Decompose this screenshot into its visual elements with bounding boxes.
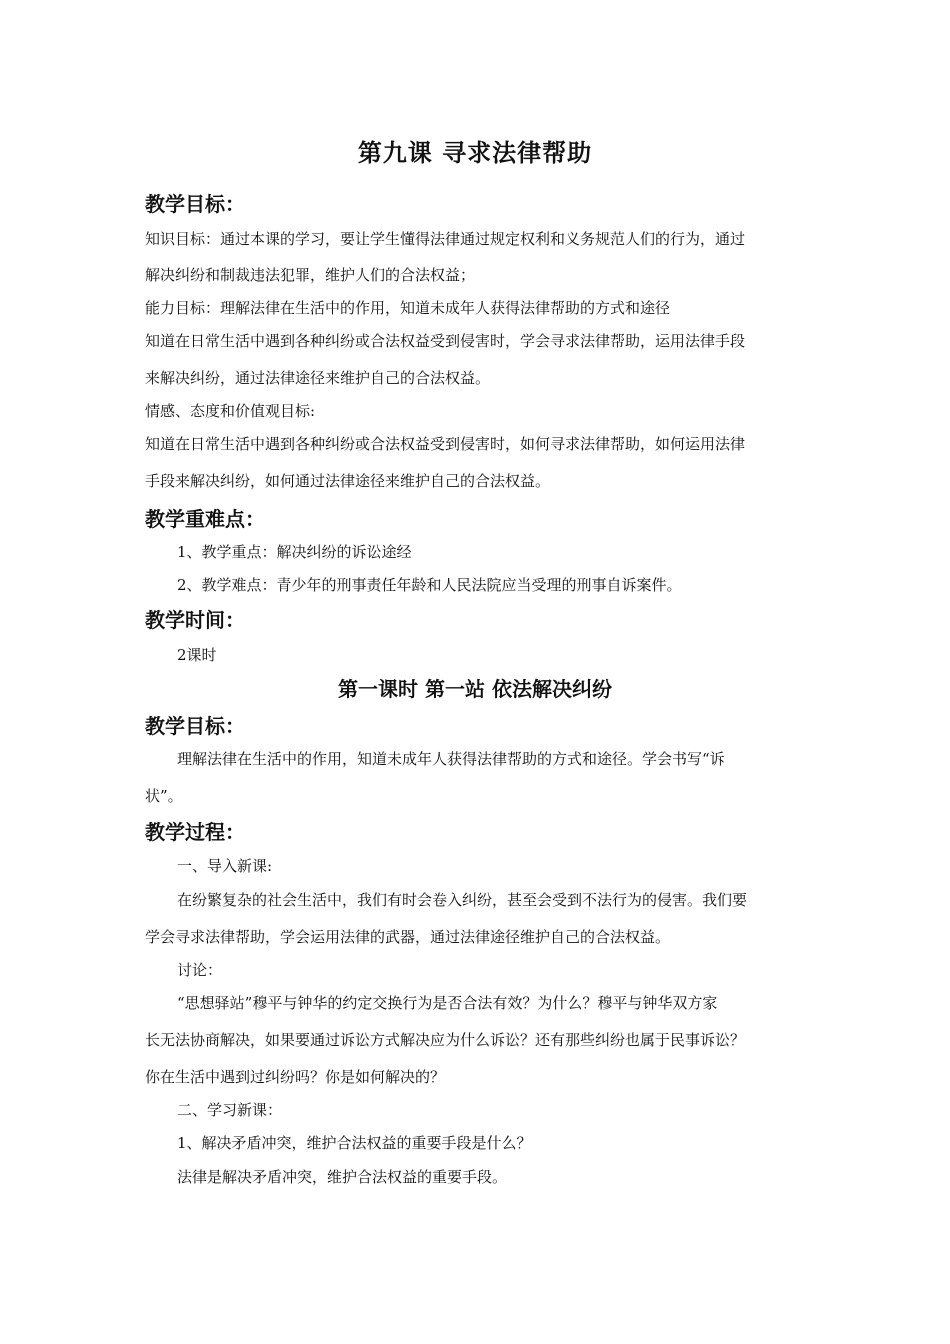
section-heading-process: 教学过程： xyxy=(145,820,245,844)
section-heading-time: 教学时间： xyxy=(145,608,245,632)
list-item: 2、教学难点：青少年的刑事责任年龄和人民法院应当受理的刑事自诉案件。 xyxy=(177,576,682,594)
time-value: 2课时 xyxy=(177,646,217,664)
paragraph-line: 讨论： xyxy=(177,961,223,979)
section-heading-key-points: 教学重难点： xyxy=(145,507,265,531)
paragraph-line: 长无法协商解决，如果要通过诉讼方式解决应为什么诉讼？还有那些纠纷也属于民事诉讼？ xyxy=(145,1031,746,1049)
paragraph-line: 状”。 xyxy=(145,787,183,805)
paragraph-line: 学会寻求法律帮助，学会运用法律的武器，通过法律途径维护自己的合法权益。 xyxy=(145,928,671,946)
paragraph-line: 你在生活中遇到过纠纷吗？你是如何解决的？ xyxy=(145,1068,446,1086)
document-title: 第九课 寻求法律帮助 xyxy=(357,138,593,167)
paragraph-line: 解决纠纷和制裁违法犯罪，维护人们的合法权益； xyxy=(145,266,476,284)
lesson-title: 第一课时 第一站 依法解决纠纷 xyxy=(338,677,612,701)
paragraph-line: 理解法律在生活中的作用，知道未成年人获得法律帮助的方式和途径。学会书写“诉 xyxy=(177,750,725,768)
section-heading-lesson-goals: 教学目标： xyxy=(145,714,245,738)
list-item: 1、教学重点：解决纠纷的诉讼途经 xyxy=(177,543,412,561)
paragraph-line: 二、学习新课： xyxy=(177,1101,283,1119)
section-heading-goals: 教学目标： xyxy=(145,192,245,216)
paragraph-line: 来解决纠纷，通过法律途径来维护自己的合法权益。 xyxy=(145,369,491,387)
paragraph-line: 知道在日常生活中遇到各种纠纷或合法权益受到侵害时，如何寻求法律帮助，如何运用法律 xyxy=(145,435,746,453)
paragraph-line: 法律是解决矛盾冲突，维护合法权益的重要手段。 xyxy=(177,1168,508,1186)
paragraph-line: 在纷繁复杂的社会生活中，我们有时会卷入纠纷，甚至会受到不法行为的侵害。我们要 xyxy=(177,891,748,909)
paragraph-line: 情感、态度和价值观目标: xyxy=(145,402,316,420)
paragraph-line: “思想驿站”穆平与钟华的约定交换行为是否合法有效？为什么？穆平与钟华双方家 xyxy=(177,994,718,1012)
paragraph-line: 手段来解决纠纷，如何通过法律途径来维护自己的合法权益。 xyxy=(145,472,551,490)
paragraph-line: 能力目标：理解法律在生活中的作用，知道未成年人获得法律帮助的方式和途径 xyxy=(145,299,671,317)
paragraph-line: 1、解决矛盾冲突，维护合法权益的重要手段是什么？ xyxy=(177,1134,532,1152)
paragraph-line: 知识目标：通过本课的学习，要让学生懂得法律通过规定权利和义务规范人们的行为，通过 xyxy=(145,230,746,248)
paragraph-line: 知道在日常生活中遇到各种纠纷或合法权益受到侵害时，学会寻求法律帮助，运用法律手段 xyxy=(145,332,746,350)
paragraph-line: 一、导入新课: xyxy=(177,857,273,875)
